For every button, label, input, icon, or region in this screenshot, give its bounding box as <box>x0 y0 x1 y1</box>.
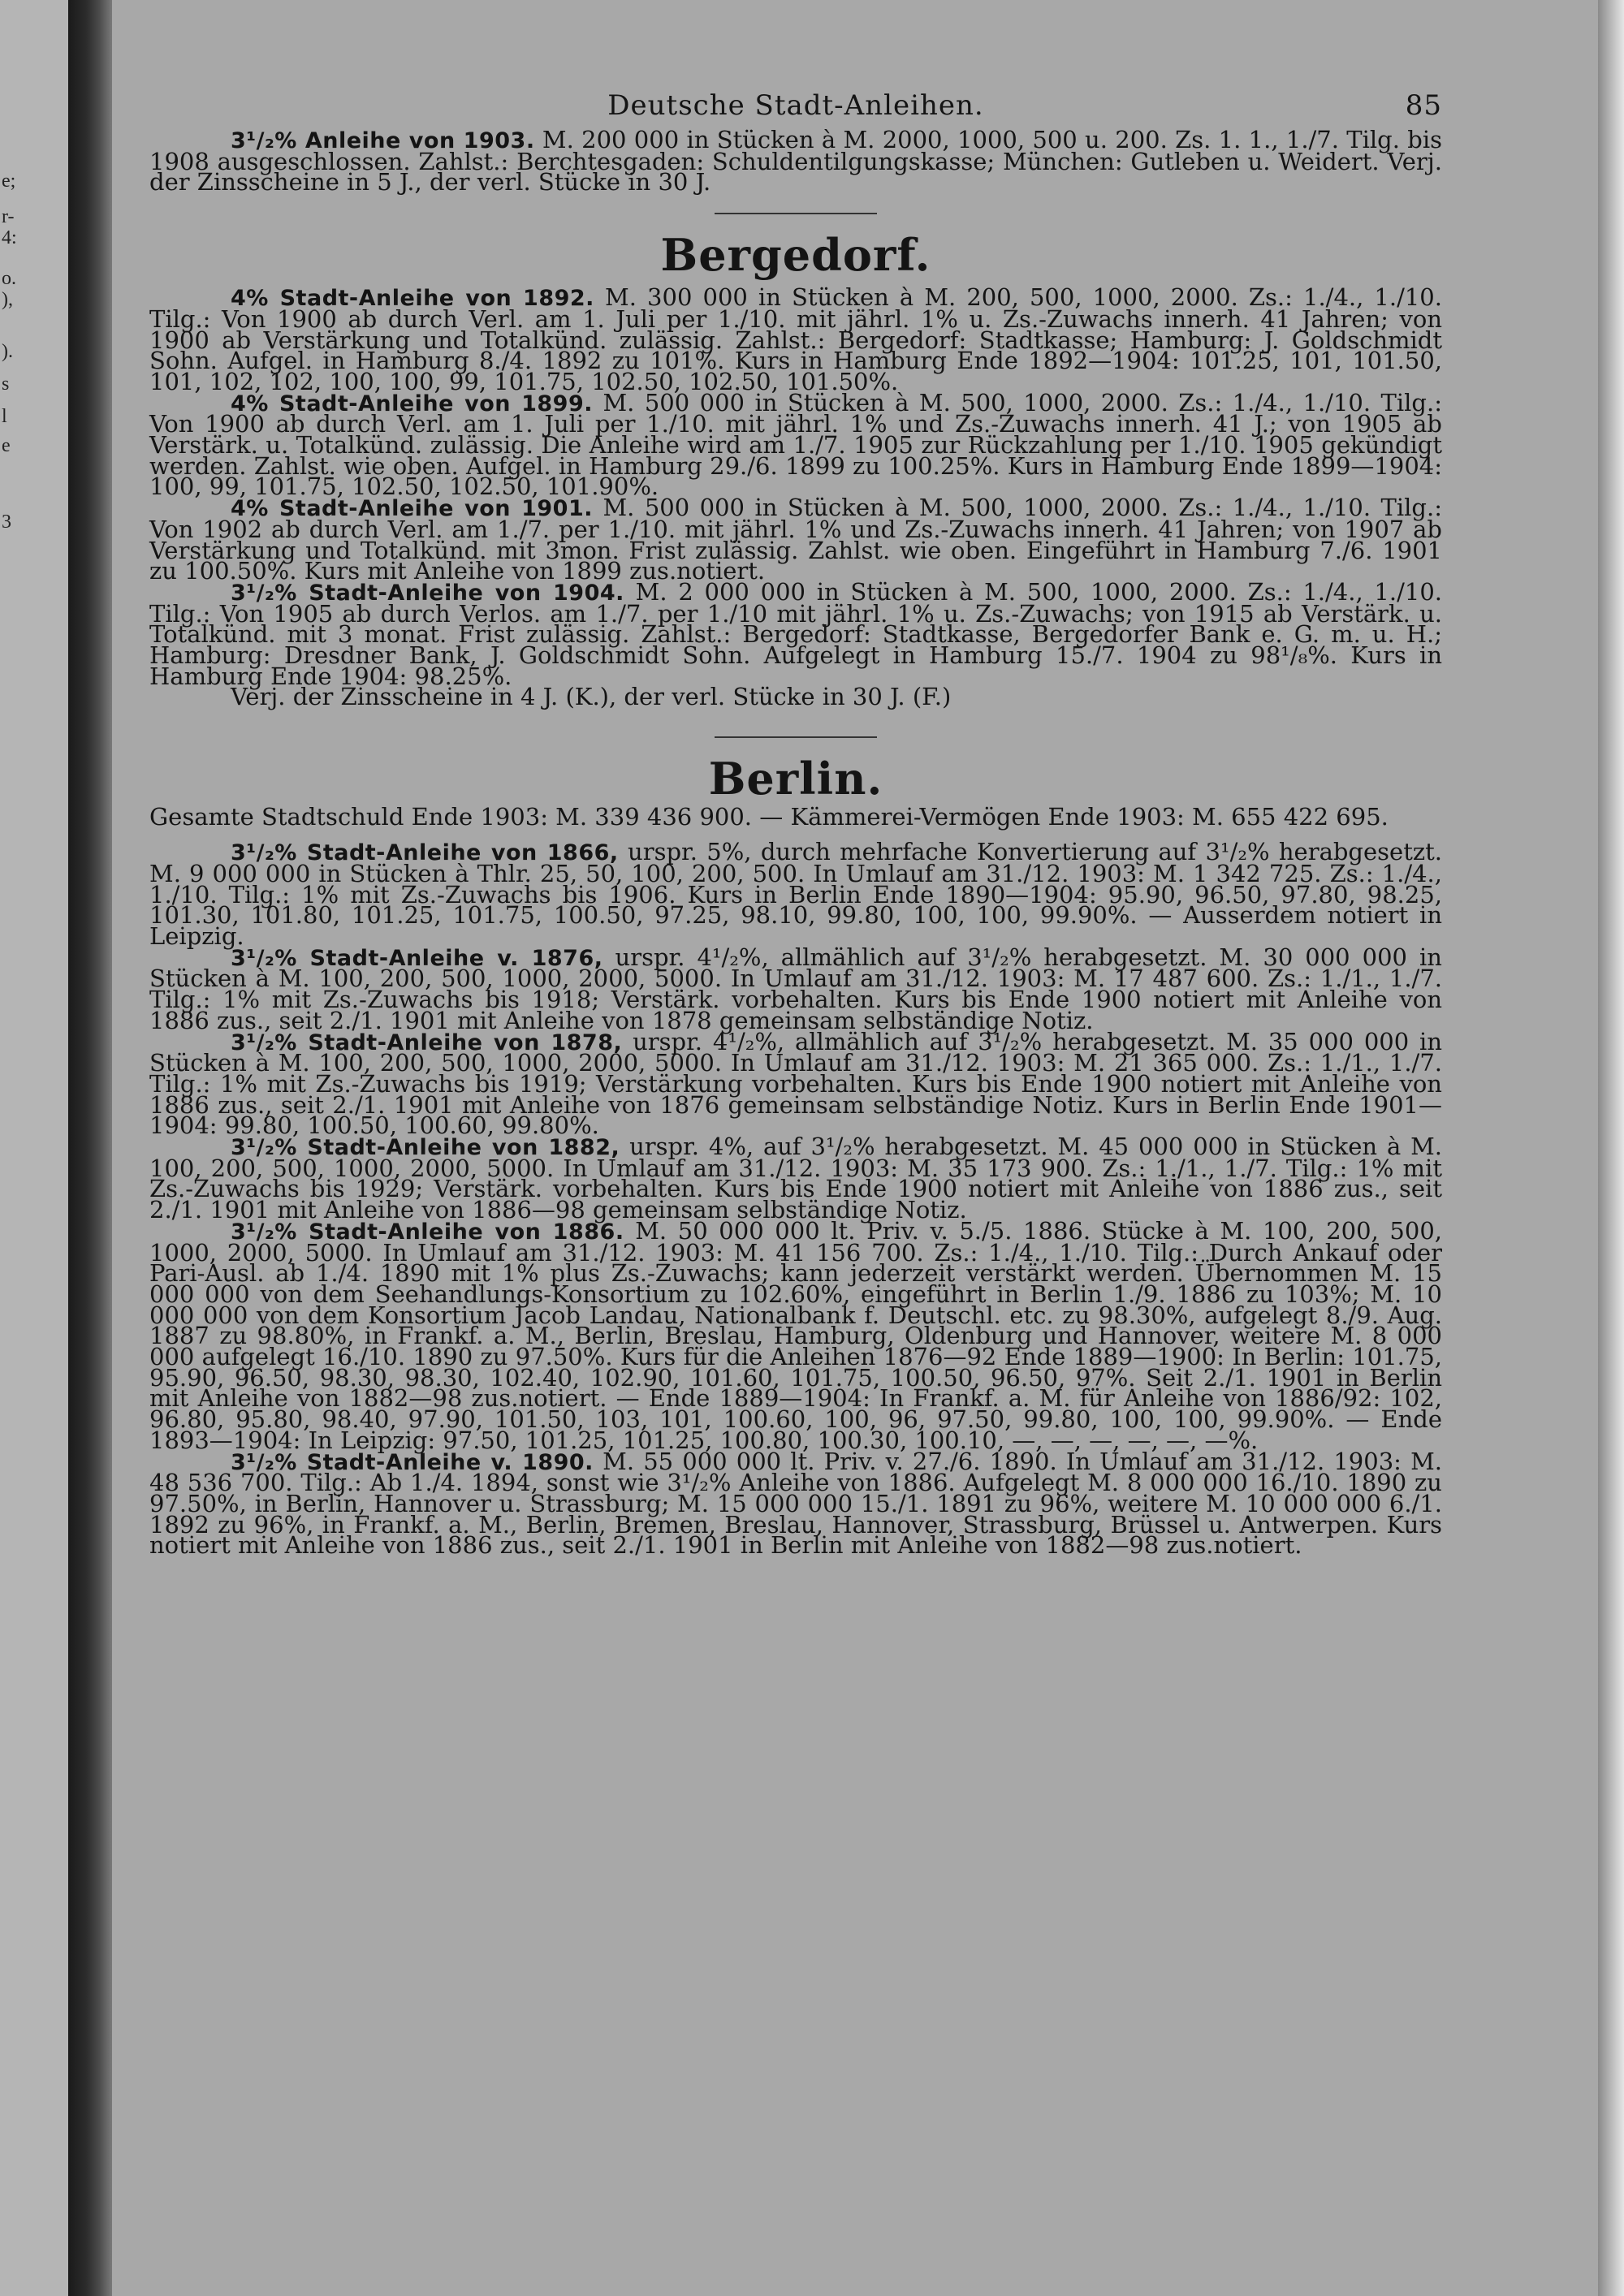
loan-text: urspr. 4¹/₂%, allmählich auf 3¹/₂% herabgesetzt. M. 30 000 000 in Stücken à M. 100, 200, 500, 1000, 2000, 5000. In Umlauf am 31./12. 1903: M. 17 487 600. Zs.: 1./1., 1./7. Tilg.: 1% mit Zs.-Zuwachs bis 1918; Verstärk. vorbehalten. Kurs bis Ende 1900 notiert mit Anleihe von 1886 zus., seit 2./1. 1901 mit Anleihe von 1878 gemeinsam selbständige Notiz. <box>149 943 1442 1034</box>
debt-summary: Gesamte Stadtschuld Ende 1903: M. 339 436 900. — Kämmerei-Vermögen Ende 1903: M. 655 422 695. <box>149 803 1389 831</box>
loan-text: urspr. 4¹/₂%, allmählich auf 3¹/₂% herabgesetzt. M. 35 000 000 in Stücken à M. 100, 200, 500, 1000, 2000, 5000. In Umlauf am 31./12. 1903: M. 21 365 000. Zs.: 1./1., 1./7. Tilg.: 1% mit Zs.-Zuwachs bis 1919; Verstärkung vorbehalten. Kurs bis Ende 1900 notiert mit Anleihe von 1886 zus., seit 2./1. 1901 mit Anleihe von 1876 gemeinsam selbständige Notiz. Kurs in Berlin Ende 1901—1904: 99.80, 100.50, 100.60, 99.80%. <box>149 1027 1443 1140</box>
loan-text: M. 500 000 in Stücken à M. 500, 1000, 2000. Zs.: 1./4., 1./10. Tilg.: Von 1900 ab durch Verl. am 1. Juli per 1./10. mit jährl. 1% und Zs.-Zuwachs innerh. 41 J.; von 1905 ab Verstärk. u. Totalkünd. zulässig. Die Anleihe wird am 1./7. 1905 zur Rückzahlung per 1./10. 1905 gekündigt werden. Zahlst. wie oben. Aufgel. in Hamburg 29./6. 1899 zu 100.25%. Kurs in Hamburg Ende 1899—1904: 100, 99, 101.75, 102.50, 102.50, 101.90%. <box>149 388 1442 501</box>
section-rule <box>715 213 877 214</box>
loan-lead: 4% Stadt-Anleihe von 1901. <box>231 496 594 522</box>
margin-fragment: ). <box>2 341 13 362</box>
loan-entry <box>149 683 1442 711</box>
page-edge <box>1598 0 1624 2296</box>
adjacent-page-margin <box>0 0 68 2296</box>
loan-text: M. 2 000 000 in Stücken à M. 500, 1000, 2000. Zs.: 1./4., 1./10. Tilg.: Von 1905 ab durch Verlos. am 1./7. per 1./10 mit jährl. 1% u. Zs.-Zuwachs; von 1915 ab Verstärk. u. Totalkünd. mit 3 monat. Frist zulässig. Zahlst.: Bergedorf: Stadtkasse, Bergedorfer Bank e. G. m. u. H.; Hamburg: Dresdner Bank, J. Goldschmidt Sohn. Aufgelegt in Hamburg 15./7. 1904 zu 98¹/₈%. Kurs in Hamburg Ende 1904: 98.25%. <box>149 577 1442 690</box>
section-bergedorf <box>149 229 1442 709</box>
running-head-title: Deutsche Stadt-Anleihen. <box>607 89 984 122</box>
section-continuation <box>149 126 1442 196</box>
page-content <box>149 89 1443 1560</box>
loan-entry <box>149 1027 1443 1140</box>
city-heading: Bergedorf. <box>660 229 931 282</box>
margin-fragment: ), <box>2 289 13 310</box>
loan-lead: 4% Stadt-Anleihe von 1892. <box>231 286 594 312</box>
page-number: 85 <box>1405 89 1442 122</box>
loan-lead: 3¹/₂% Stadt-Anleihe von 1904. <box>231 580 624 606</box>
book-binding-shadow <box>68 0 112 2296</box>
loan-entry <box>149 388 1442 501</box>
loan-text: M. 55 000 000 lt. Priv. v. 27./6. 1890. In Umlauf am 31./12. 1903: M. 48 536 700. Tilg.: Ab 1./4. 1894, sonst wie 3¹/₂% Anleihe von 1886. Aufgelegt M. 8 000 000 16./10. 1890 zu 97.50%, in Berlin, Hannover u. Strassburg; M. 15 000 000 15./1. 1891 zu 96%, weitere M. 10 000 000 6./1. 1892 zu 96%, in Frankf. a. M., Berlin, Bremen, Breslau, Hannover, Strassburg, Brüssel u. Antwerpen. Kurs notiert mit Anleihe von 1886 zus., seit 2./1. 1901 in Berlin mit Anleihe von 1882—98 zus.notiert. <box>149 1447 1442 1560</box>
loan-entry <box>149 1216 1442 1454</box>
margin-fragment: 4: <box>2 227 17 248</box>
loan-lead: 3¹/₂% Stadt-Anleihe v. 1876, <box>231 945 603 971</box>
loan-text: M. 500 000 in Stücken à M. 500, 1000, 2000. Zs.: 1./4., 1./10. Tilg.: Von 1902 ab durch Verl. am 1./7. per 1./10. mit jährl. 1% und Zs.-Zuwachs innerh. 41 Jahren; von 1907 ab Verstärkung und Totalkünd. mit 3mon. Frist zulässig. Zahlst. wie oben. Eingeführt in Hamburg 7./6. 1901 zu 100.50%. Kurs mit Anleihe von 1899 zus.notiert. <box>149 494 1442 585</box>
loan-text: M. 50 000 000 lt. Priv. v. 5./5. 1886. Stücke à M. 100, 200, 500, 1000, 2000, 5000. In Umlauf am 31./12. 1903: M. 41 156 700. Zs.: 1./4., 1./10. Tilg.: Durch Ankauf oder Pari-Ausl. ab 1./4. 1890 mit 1% plus Zs.-Zuwachs; kann jederzeit verstärkt werden. Übernommen M. 15 000 000 von dem Seehandlungs-Konsortium zu 102.60%, eingeführt in Berlin 1./9. 1886 zu 103%; M. 10 000 000 von dem Konsortium Jacob Landau, Nationalbank f. Deutschl. etc. zu 98.30%, aufgelegt 8./9. Aug. 1887 zu 98.80%, in Frankf. a. M., Berlin, Breslau, Hamburg, Oldenburg und Hannover, weitere M. 8 000 000 aufgelegt 16./10. 1890 zu 97.50%. Kurs für die Anleihen 1876—92 Ende 1889—1900: In Berlin: 101.75, 95.90, 96.50, 98.30, 98.30, 102.40, 102.90, 101.60, 101.75, 100.50, 96.50, 97%. Seit 2./1. 1901 in Berlin mit Anleihe von 1882—98 zus.notiert. — Ende 1889—1904: In Frankf. a. M. für Anleihe von 1886/92: 102, 96.80, 95.80, 98.40, 97.90, 101.50, 103, 101, 100.60, 100, 96, 97.50, 99.80, 100, 100, 99.90%. — Ende 1893—1904: In Leipzig: 97.50, 101.25, 101.25, 100.80, 100.30, 100.10, —, —, —, —, —, —%. <box>149 1216 1442 1454</box>
loan-text: urspr. 4%, auf 3¹/₂% herabgesetzt. M. 45 000 000 in Stücken à M. 100, 200, 500, 1000, 2000, 5000. In Umlauf am 31./12. 1903: M. 35 173 900. Zs.: 1./1., 1./7. Tilg.: 1% mit Zs.-Zuwachs bis 1929; Verstärk. vorbehalten. Kurs bis Ende 1900 notiert mit Anleihe von 1886 zus., seit 2./1. 1901 mit Anleihe von 1886—98 gemeinsam selbständige Notiz. <box>149 1133 1443 1224</box>
loan-lead: 4% Stadt-Anleihe von 1899. <box>231 391 594 416</box>
loan-lead: 3¹/₂% Stadt-Anleihe von 1886. <box>231 1219 624 1245</box>
margin-fragment: r- <box>2 206 15 227</box>
margin-fragment: e <box>2 435 11 456</box>
loan-lead: 3¹/₂% Stadt-Anleihe von 1866, <box>231 840 619 866</box>
margin-fragment: e; <box>2 170 16 192</box>
margin-fragment: l <box>2 406 7 427</box>
loan-entry <box>149 1447 1442 1560</box>
margin-fragment: s <box>2 373 10 395</box>
loan-entry <box>149 494 1442 585</box>
loan-text: urspr. 5%, durch mehrfache Konvertierung auf 3¹/₂% herabgesetzt. M. 9 000 000 in Stücken à Thlr. 25, 50, 100, 200, 500. In Umlauf am 31./12. 1903: M. 1 342 725. Zs.: 1./4., 1./10. Tilg.: 1% mit Zs.-Zuwachs bis 1906. Kurs in Berlin Ende 1890—1904: 95.90, 96.50, 97.80, 98.25, 101.30, 101.80, 101.25, 101.75, 100.50, 97.25, 98.10, 99.80, 100, 100, 99.90%. — Ausserdem notiert in Leipzig. <box>149 838 1443 950</box>
loan-text: M. 300 000 in Stücken à M. 200, 500, 1000, 2000. Zs.: 1./4., 1./10. Tilg.: Von 1900 ab durch Verl. am 1. Juli per 1./10. mit jährl. 1% u. Zs.-Zuwachs innerh. 41 Jahren; von 1900 ab Verstärkung und Totalkünd. zulässig. Zahlst.: Bergedorf: Stadtkasse; Hamburg: J. Goldschmidt Sohn. Aufgel. in Hamburg 8./4. 1892 zu 101%. Kurs in Hamburg Ende 1892—1904: 101.25, 101, 101.50, 101, 102, 102, 100, 100, 99, 101.75, 102.50, 102.50, 101.50%. <box>149 283 1442 395</box>
loan-entry <box>149 577 1442 690</box>
loan-lead: 3¹/₂% Stadt-Anleihe von 1878, <box>231 1029 623 1055</box>
loan-text: M. 200 000 in Stücken à M. 2000, 1000, 500 u. 200. Zs. 1. 1., 1./7. Tilg. bis 1908 ausgeschlossen. Zahlst.: Berchtesgaden: Schuldentilgungskasse; München: Gutleben u. Weidert. Verj. der Zinsscheine in 5 J., der verl. Stücke in 30 J. <box>149 126 1442 196</box>
loan-lead: 3¹/₂% Anleihe von 1903. <box>231 128 535 153</box>
loan-lead: 3¹/₂% Stadt-Anleihe von 1882, <box>231 1135 620 1161</box>
section-rule <box>715 736 877 738</box>
loan-entry <box>149 1133 1443 1224</box>
margin-fragment: 3 <box>2 511 11 533</box>
running-head <box>149 89 1442 130</box>
loan-text: Verj. der Zinsscheine in 4 J. (K.), der verl. Stücke in 30 J. (F.) <box>231 683 952 711</box>
loan-lead: 3¹/₂% Stadt-Anleihe v. 1890. <box>231 1449 594 1475</box>
loan-entry <box>149 283 1442 395</box>
city-heading: Berlin. <box>708 753 883 805</box>
section-berlin <box>149 753 1443 1560</box>
loan-entry <box>149 838 1443 950</box>
margin-fragment: o. <box>2 268 16 289</box>
loan-entry <box>149 943 1442 1034</box>
loan-entry <box>149 126 1442 196</box>
